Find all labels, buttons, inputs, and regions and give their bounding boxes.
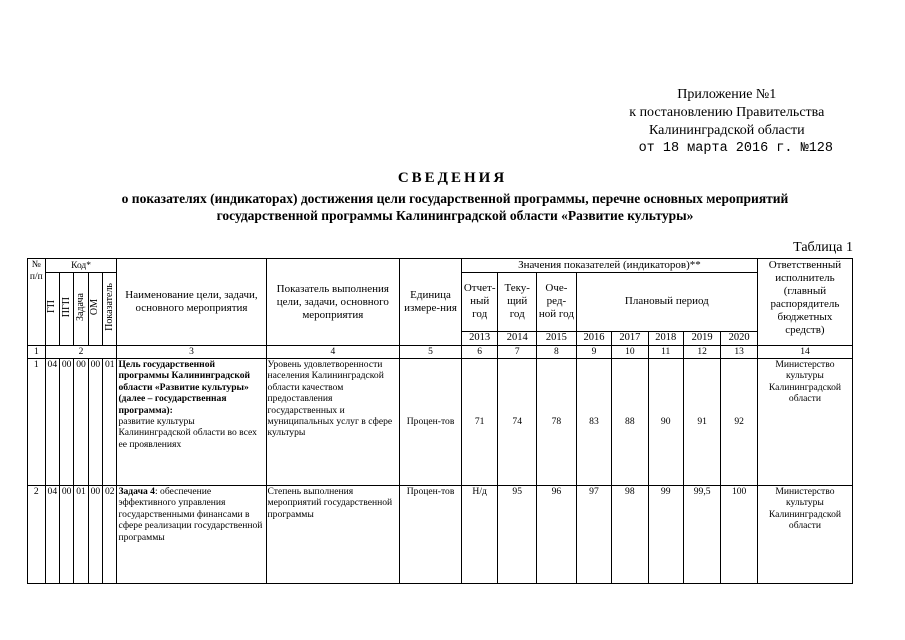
- row-unit: Процен-тов: [400, 359, 462, 486]
- code-cell: 04: [45, 486, 59, 584]
- header-current-year: Теку-щий год: [498, 273, 537, 332]
- header-reported-year: Отчет-ный год: [461, 273, 497, 332]
- value-cell: 90: [648, 359, 683, 486]
- col-number: 6: [461, 346, 497, 359]
- year-cell: 2017: [612, 331, 648, 345]
- document-subtitle: [40, 190, 870, 224]
- col-number: 11: [648, 346, 683, 359]
- value-cell: 92: [721, 359, 757, 486]
- col-number: 4: [266, 346, 400, 359]
- value-cell: 100: [721, 486, 757, 584]
- header-planned-period: Плановый период: [576, 273, 757, 332]
- row-indicator: Степень выполнения мероприятий государственной программы: [266, 486, 400, 584]
- value-cell: 95: [498, 486, 537, 584]
- indicators-table: [27, 258, 853, 584]
- header-code: Код*: [45, 259, 117, 273]
- value-cell: Н/д: [461, 486, 497, 584]
- col-number: 8: [537, 346, 577, 359]
- year-cell: 2020: [721, 331, 757, 345]
- code-cell: 04: [45, 359, 59, 486]
- year-cell: 2013: [461, 331, 497, 345]
- value-cell: 96: [537, 486, 577, 584]
- document-title: СВЕДЕНИЯ: [397, 170, 508, 186]
- code-cell: 00: [88, 359, 102, 486]
- col-number: 14: [757, 346, 852, 359]
- value-cell: 91: [683, 359, 721, 486]
- row-name-bold: Цель государственной программы Калининградской области «Развитие культуры» (далее – государственная программа):: [118, 359, 251, 416]
- col-number: 12: [683, 346, 721, 359]
- value-cell: 99,5: [683, 486, 721, 584]
- row-num: 1: [28, 359, 46, 486]
- code-cell: 00: [60, 359, 74, 486]
- value-cell: 78: [537, 359, 577, 486]
- subtitle-line-2: государственной программы Калининградской области «Развитие культуры»: [216, 208, 694, 223]
- table-row: [28, 486, 853, 584]
- appendix-line-3: Калининградской области: [648, 123, 805, 138]
- header-name: Наименование цели, задачи, основного мероприятия: [117, 259, 266, 346]
- value-cell: 98: [612, 486, 648, 584]
- row-num: 2: [28, 486, 46, 584]
- value-cell: 74: [498, 359, 537, 486]
- row-name-rest: развитие культуры Калининградской области во всех ее проявлениях: [118, 416, 257, 450]
- header-responsible: Ответственный исполнитель (главный распорядитель бюджетных средств): [757, 259, 852, 346]
- code-cell: 00: [74, 359, 88, 486]
- value-cell: 99: [648, 486, 683, 584]
- row-responsible: Министерство культуры Калининградской области: [757, 359, 852, 486]
- year-cell: 2014: [498, 331, 537, 345]
- code-cell: 01: [103, 359, 117, 486]
- year-cell: 2018: [648, 331, 683, 345]
- value-cell: 97: [576, 486, 611, 584]
- col-number: 1: [28, 346, 46, 359]
- col-number: 2: [45, 346, 117, 359]
- col-number: 5: [400, 346, 462, 359]
- table-label: Таблица 1: [793, 240, 853, 255]
- table-row: [28, 359, 853, 486]
- col-number: 10: [612, 346, 648, 359]
- appendix-block: [621, 86, 833, 158]
- code-cell: 02: [103, 486, 117, 584]
- header-unit: Единица измере-ния: [400, 259, 462, 346]
- code-cell: 00: [60, 486, 74, 584]
- year-cell: 2015: [537, 331, 577, 345]
- appendix-line-4: от 18 марта 2016 г. №128: [638, 141, 833, 156]
- appendix-line-1: Приложение №1: [677, 87, 777, 102]
- header-code-task: Задача: [74, 273, 88, 346]
- header-code-om: ОМ: [88, 273, 102, 346]
- appendix-line-2: к постановлению Правительства: [629, 105, 825, 120]
- header-indicator: Показатель выполнения цели, задачи, основного мероприятия: [266, 259, 400, 346]
- value-cell: 88: [612, 359, 648, 486]
- subtitle-line-1: о показателях (индикаторах) достижения цели государственной программы, перечне основных мероприятий: [121, 191, 789, 206]
- header-values-group: Значения показателей (индикаторов)**: [461, 259, 757, 273]
- code-cell: 00: [88, 486, 102, 584]
- header-code-pgp: ПГП: [60, 273, 74, 346]
- year-cell: 2019: [683, 331, 721, 345]
- value-cell: 71: [461, 359, 497, 486]
- col-number: 3: [117, 346, 266, 359]
- header-num: № п/п: [28, 259, 46, 346]
- col-number: 7: [498, 346, 537, 359]
- year-cell: 2016: [576, 331, 611, 345]
- value-cell: 83: [576, 359, 611, 486]
- row-responsible: Министерство культуры Калининградской области: [757, 486, 852, 584]
- header-code-indicator: Показатель: [103, 273, 117, 346]
- row-name-rest: : обеспечение эффективного управления государственными финансами в сфере реализации государственной программы: [118, 486, 263, 543]
- row-unit: Процен-тов: [400, 486, 462, 584]
- row-name: [117, 359, 266, 486]
- row-name-bold: Задача 4: [118, 486, 155, 497]
- header-next-year: Оче-ред-ной год: [537, 273, 577, 332]
- col-number: 13: [721, 346, 757, 359]
- col-number: 9: [576, 346, 611, 359]
- row-name: [117, 486, 266, 584]
- row-indicator: Уровень удовлетворенности населения Калининградской области качеством предоставления государственных и муниципальных услуг в сфере культуры: [266, 359, 400, 486]
- code-cell: 01: [74, 486, 88, 584]
- header-code-gp: ГП: [45, 273, 59, 346]
